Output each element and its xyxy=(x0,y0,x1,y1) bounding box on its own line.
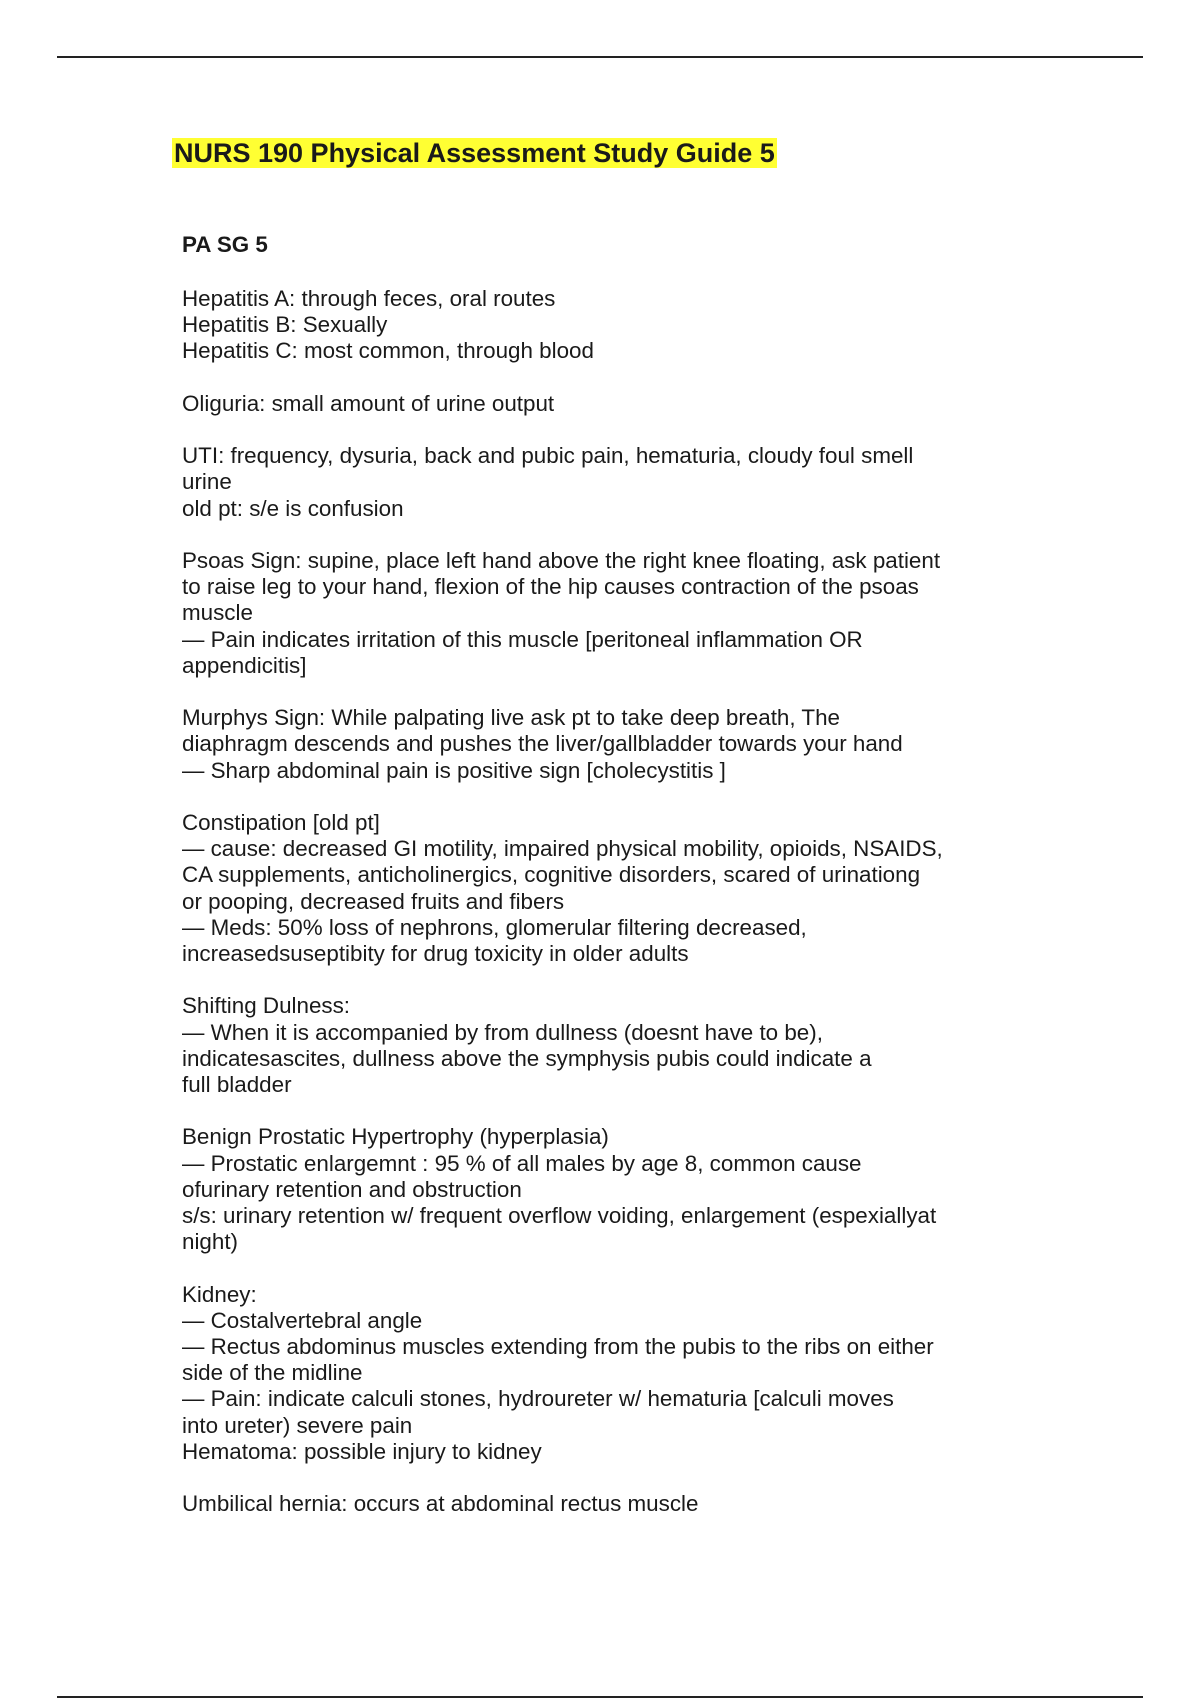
bottom-rule xyxy=(57,1696,1143,1698)
note-line: or pooping, decreased fruits and fibers xyxy=(182,888,565,914)
notes-list xyxy=(182,286,1082,1517)
note-line: appendicitis] xyxy=(182,652,307,678)
note-line: — Rectus abdominus muscles extending from the pubis to the ribs on either xyxy=(182,1334,934,1359)
note-line: — Pain indicates irritation of this muscle [peritoneal inflammation OR xyxy=(182,626,863,652)
note-paragraph xyxy=(182,705,1082,784)
note-line: indicatesascites, dullness above the symphysis pubis could indicate a xyxy=(182,1045,872,1071)
note-line: Constipation [old pt] xyxy=(182,809,380,835)
note-line: — Pain: indicate calculi stones, hydroureter w/ hematuria [calculi moves xyxy=(182,1386,894,1412)
note-paragraph xyxy=(182,810,1082,967)
note-line: into ureter) severe pain xyxy=(182,1412,413,1438)
note-line: Benign Prostatic Hypertrophy (hyperplasia) xyxy=(182,1124,609,1150)
note-line: to raise leg to your hand, flexion of the hip causes contraction of the psoas xyxy=(182,574,919,600)
note-paragraph xyxy=(182,1491,1082,1517)
note-line: — When it is accompanied by from dullness (doesnt have to be), xyxy=(182,1019,823,1045)
note-line: Murphys Sign: While palpating live ask pt to take deep breath, The xyxy=(182,705,840,731)
note-line: Psoas Sign: supine, place left hand above the right knee floating, ask patient xyxy=(182,547,941,573)
note-line: Hematoma: possible injury to kidney xyxy=(182,1438,542,1464)
note-line: — Meds: 50% loss of nephrons, glomerular filtering decreased, xyxy=(182,914,807,940)
note-line: Oliguria: small amount of urine output xyxy=(182,390,555,416)
note-line: Umbilical hernia: occurs at abdominal rectus muscle xyxy=(182,1491,699,1517)
note-line: UTI: frequency, dysuria, back and pubic pain, hematuria, cloudy foul smell xyxy=(182,443,914,469)
note-line: Shifting Dulness: xyxy=(182,993,351,1019)
note-line: s/s: urinary retention w/ frequent overflow voiding, enlargement (espexiallyat xyxy=(182,1203,937,1228)
document-body xyxy=(182,228,1082,1544)
note-line: — Costalvertebral angle xyxy=(182,1307,423,1333)
section-heading: PA SG 5 xyxy=(182,232,268,257)
note-line: ofurinary retention and obstruction xyxy=(182,1176,522,1202)
note-paragraph xyxy=(182,391,1082,417)
note-paragraph xyxy=(182,548,1082,679)
note-line: full bladder xyxy=(182,1072,292,1097)
note-line: Hepatitis C: most common, through blood xyxy=(182,338,594,364)
note-paragraph xyxy=(182,1124,1082,1255)
note-paragraph xyxy=(182,993,1082,1098)
note-line: — Sharp abdominal pain is positive sign [cholecystitis ] xyxy=(182,757,726,783)
note-line: side of the midline xyxy=(182,1360,363,1386)
note-line: increasedsuseptibity for drug toxicity in older adults xyxy=(182,941,689,966)
note-line: urine xyxy=(182,469,232,495)
top-rule xyxy=(57,56,1143,58)
note-line: night) xyxy=(182,1229,239,1255)
note-paragraph xyxy=(182,286,1082,365)
title-highlight: NURS 190 Physical Assessment Study Guide 5 xyxy=(174,138,775,168)
note-line: — Prostatic enlargemnt : 95 % of all males by age 8, common cause xyxy=(182,1150,862,1176)
note-line: diaphragm descends and pushes the liver/gallbladder towards your hand xyxy=(182,731,903,757)
note-line: — cause: decreased GI motility, impaired physical mobility, opioids, NSAIDS, xyxy=(182,836,943,862)
note-line: Kidney: xyxy=(182,1281,257,1307)
note-line: muscle xyxy=(182,600,253,626)
note-line: Hepatitis B: Sexually xyxy=(182,312,388,338)
note-line: CA supplements, anticholinergics, cognitive disorders, scared of urinationg xyxy=(182,862,921,888)
document-title xyxy=(172,135,777,171)
note-paragraph xyxy=(182,443,1082,522)
note-paragraph xyxy=(182,1282,1082,1465)
note-line: old pt: s/e is confusion xyxy=(182,495,404,521)
note-line: Hepatitis A: through feces, oral routes xyxy=(182,286,556,311)
